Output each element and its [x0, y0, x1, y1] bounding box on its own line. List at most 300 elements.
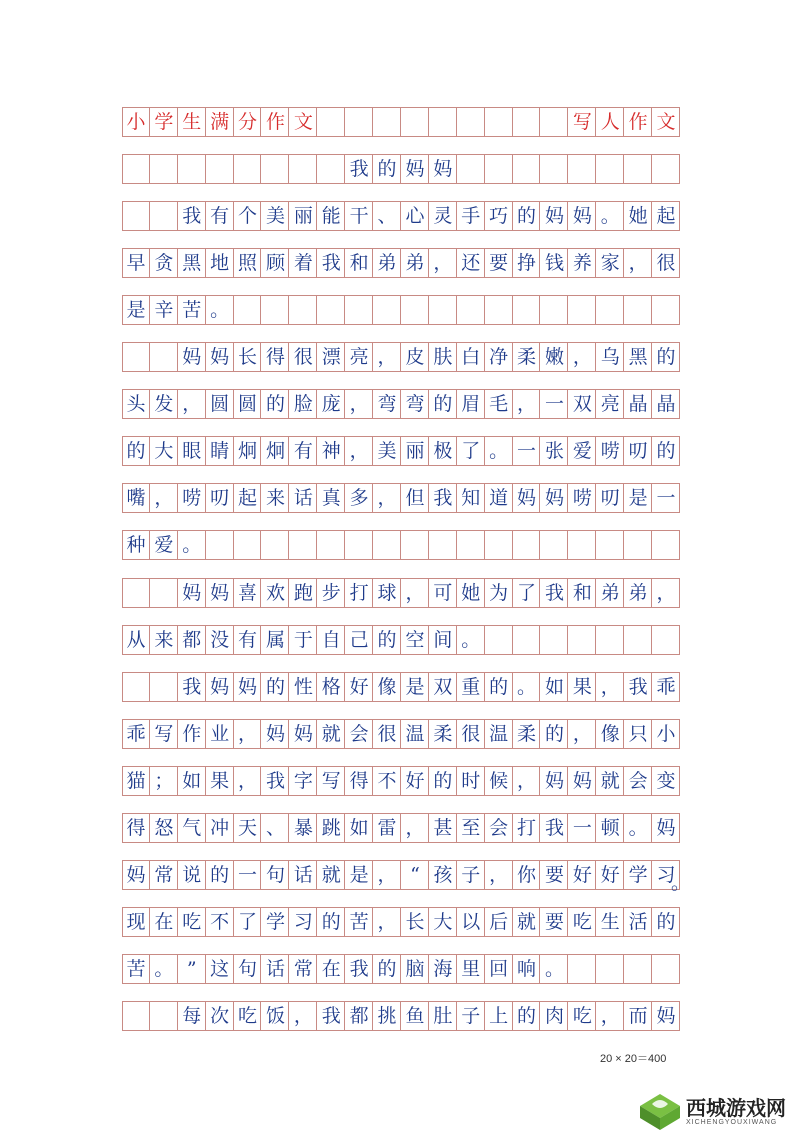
- grid-cell: [568, 155, 596, 183]
- grid-char: 弯: [377, 393, 397, 416]
- grid-char: 妈: [238, 675, 258, 698]
- grid-char: ，: [405, 816, 425, 839]
- grid-char: 大: [154, 440, 174, 463]
- grid-char: 而: [628, 1004, 648, 1027]
- grid-char: 我: [433, 487, 453, 510]
- grid-char: 挣: [517, 252, 537, 275]
- grid-char: 如: [182, 769, 202, 792]
- grid-char: ”: [186, 957, 197, 980]
- grid-char: 辛: [154, 299, 174, 322]
- grid-cell: [541, 626, 569, 654]
- grid-char: 脑: [405, 957, 425, 980]
- grid-char: 候: [489, 769, 509, 792]
- grid-cell: [541, 296, 569, 324]
- essay-line: [122, 483, 680, 513]
- grid-char: ，: [517, 769, 537, 792]
- grid-char: 字: [293, 769, 313, 792]
- grid-cell: [262, 296, 290, 324]
- grid-char: 跑: [293, 581, 313, 604]
- grid-char: 妈: [210, 675, 230, 698]
- grid-cell: [652, 155, 680, 183]
- grid-cell: [122, 155, 150, 183]
- grid-char: 钱: [544, 252, 564, 275]
- grid-char: 一: [572, 816, 592, 839]
- grid-char: ，: [489, 863, 509, 886]
- grid-char: 唠: [600, 440, 620, 463]
- grid-char: 妈: [656, 1004, 676, 1027]
- grid-char: 打: [517, 816, 537, 839]
- grid-cell: [345, 296, 373, 324]
- grid-cell: [568, 296, 596, 324]
- grid-char: 。: [489, 440, 509, 463]
- grid-char: 要: [489, 252, 509, 275]
- grid-char: 好: [405, 769, 425, 792]
- grid-char: 苦: [182, 299, 202, 322]
- grid-char: 常: [154, 863, 174, 886]
- grid-char: 活: [628, 910, 648, 933]
- grid-char: 己: [349, 628, 369, 651]
- grid-char: ，: [377, 910, 397, 933]
- grid-char: 的: [126, 440, 146, 463]
- grid-cell: [122, 343, 150, 371]
- grid-char: 弟: [600, 581, 620, 604]
- grid-char: 巧: [489, 205, 509, 228]
- grid-char: ，: [600, 1004, 620, 1027]
- grid-char: 妈: [293, 722, 313, 745]
- grid-cell: [596, 626, 624, 654]
- grid-char: 我: [182, 675, 202, 698]
- grid-char: 一: [238, 863, 258, 886]
- grid-cell: [234, 296, 262, 324]
- grid-cell: [541, 531, 569, 559]
- grid-char: 庞: [321, 393, 341, 416]
- grid-char: 温: [489, 722, 509, 745]
- grid-char: 唠: [182, 487, 202, 510]
- grid-char: 像: [377, 675, 397, 698]
- grid-cell: [401, 108, 429, 136]
- composition-grid-paper: [122, 95, 690, 1035]
- grid-char: 是: [126, 299, 146, 322]
- grid-char: 吃: [182, 910, 202, 933]
- grid-char: 很: [461, 722, 481, 745]
- grid-char: 温: [405, 722, 425, 745]
- grid-char: ，: [405, 581, 425, 604]
- grid-char: 的: [544, 722, 564, 745]
- grid-char: ，: [293, 1004, 313, 1027]
- grid-char: 。: [210, 299, 230, 322]
- grid-char: 是: [349, 863, 369, 886]
- essay-line: [122, 766, 680, 796]
- grid-cell: [652, 626, 680, 654]
- grid-char: 甚: [433, 816, 453, 839]
- essay-line: [122, 389, 680, 419]
- grid-char: 会: [489, 816, 509, 839]
- grid-char: 就: [517, 910, 537, 933]
- grid-char: 得: [265, 346, 285, 369]
- grid-cell: [429, 108, 457, 136]
- grid-char: 这: [210, 957, 230, 980]
- grid-char: 妈: [544, 769, 564, 792]
- grid-cell: [652, 531, 680, 559]
- grid-cell: [150, 1002, 178, 1030]
- grid-char: 极: [433, 440, 453, 463]
- grid-char: 暴: [293, 816, 313, 839]
- grid-char: 时: [461, 769, 481, 792]
- grid-char: 是: [628, 487, 648, 510]
- grid-char: 家: [600, 252, 620, 275]
- grid-cell: [485, 626, 513, 654]
- grid-char: 就: [321, 863, 341, 886]
- grid-char: 炯: [265, 440, 285, 463]
- grid-char: 写: [321, 769, 341, 792]
- grid-char: 就: [600, 769, 620, 792]
- grid-cell: [485, 531, 513, 559]
- grid-char: 黑: [628, 346, 648, 369]
- grid-cell: [289, 531, 317, 559]
- grid-cell: [513, 531, 541, 559]
- grid-char: 晶: [656, 393, 676, 416]
- grid-char: 我: [265, 769, 285, 792]
- grid-char: 双: [433, 675, 453, 698]
- grid-cell: [596, 531, 624, 559]
- grid-char: ，: [349, 393, 369, 416]
- grid-char: 美: [377, 440, 397, 463]
- essay-line: [122, 672, 680, 702]
- grid-char: 亮: [349, 346, 369, 369]
- grid-char: 会: [628, 769, 648, 792]
- grid-char: ，: [628, 252, 648, 275]
- grid-char: 子: [461, 863, 481, 886]
- grid-char: 。: [600, 205, 620, 228]
- grid-cell: [624, 296, 652, 324]
- grid-char: 吃: [238, 1004, 258, 1027]
- leaf-logo-icon: [638, 1092, 682, 1132]
- grid-char: 心: [405, 205, 425, 228]
- grid-char: 的: [210, 863, 230, 886]
- grid-char: 妈: [405, 158, 425, 181]
- grid-char: 苦: [349, 910, 369, 933]
- grid-char: 话: [265, 957, 285, 980]
- grid-char: 爱: [572, 440, 592, 463]
- grid-char: 的: [265, 675, 285, 698]
- grid-char: 的: [377, 158, 397, 181]
- grid-char: 。: [628, 816, 648, 839]
- grid-char: 妈: [265, 722, 285, 745]
- grid-char: 很: [377, 722, 397, 745]
- grid-char: 雷: [377, 816, 397, 839]
- grid-char: 自: [321, 628, 341, 651]
- grid-char: 。: [154, 957, 174, 980]
- grid-char: 长: [405, 910, 425, 933]
- grid-cell: [624, 531, 652, 559]
- grid-char: 丽: [293, 205, 313, 228]
- grid-char: 鱼: [405, 1004, 425, 1027]
- grid-char: 和: [572, 581, 592, 604]
- grid-char: 回: [489, 957, 509, 980]
- grid-cell: [178, 155, 206, 183]
- grid-char: 间: [433, 628, 453, 651]
- grid-cell: [234, 531, 262, 559]
- essay-line: [122, 625, 680, 655]
- grid-char: 。: [461, 628, 481, 651]
- grid-char: 漂: [321, 346, 341, 369]
- grid-char: 脸: [293, 393, 313, 416]
- grid-char: 妈: [182, 346, 202, 369]
- grid-char: 但: [405, 487, 425, 510]
- grid-char: 发: [154, 393, 174, 416]
- grid-char: 每: [182, 1004, 202, 1027]
- grid-char: 、: [265, 816, 285, 839]
- grid-cell: [596, 155, 624, 183]
- grid-char: 的: [433, 769, 453, 792]
- grid-char: 常: [293, 957, 313, 980]
- grid-char: 眼: [182, 440, 202, 463]
- grid-cell: [541, 108, 569, 136]
- essay-line: [122, 1001, 680, 1031]
- grid-char: 得: [126, 816, 146, 839]
- grid-char: 生: [182, 111, 202, 133]
- grid-cell: [513, 155, 541, 183]
- grid-char: 得: [349, 769, 369, 792]
- grid-char: 手: [461, 205, 481, 228]
- grid-char: 美: [265, 205, 285, 228]
- grid-char: ，: [238, 769, 258, 792]
- grid-cell: [457, 155, 485, 183]
- grid-char: 了: [461, 440, 481, 463]
- grid-char: 的: [517, 205, 537, 228]
- grid-char: 长: [238, 346, 258, 369]
- grid-char: 作: [182, 722, 202, 745]
- grid-char: 生: [600, 910, 620, 933]
- grid-char: 说: [182, 863, 202, 886]
- grid-cell: [206, 531, 234, 559]
- grid-char: ，: [349, 440, 369, 463]
- grid-char: 了: [517, 581, 537, 604]
- grid-char: 的: [321, 910, 341, 933]
- grid-cell: [429, 531, 457, 559]
- grid-char: 她: [461, 581, 481, 604]
- grid-char: 不: [210, 910, 230, 933]
- grid-char: 性: [293, 675, 313, 698]
- grid-char: 乖: [126, 722, 146, 745]
- grid-cell: [373, 108, 401, 136]
- grid-char: 喜: [238, 581, 258, 604]
- grid-char: 海: [433, 957, 453, 980]
- grid-cell: [289, 296, 317, 324]
- grid-char: 球: [377, 581, 397, 604]
- grid-char: 欢: [265, 581, 285, 604]
- watermark-title: 西城游戏网: [686, 1096, 786, 1120]
- grid-char: 作: [628, 111, 648, 133]
- watermark-subtitle: XICHENGYOUXIWANG: [686, 1119, 778, 1126]
- grid-char: 头: [126, 393, 146, 416]
- grid-cell: [513, 296, 541, 324]
- essay-line: [122, 248, 680, 278]
- grid-char: 弟: [405, 252, 425, 275]
- grid-char: 我: [349, 957, 369, 980]
- grid-char: 空: [405, 628, 425, 651]
- grid-char: 妈: [572, 769, 592, 792]
- grid-char: 顿: [600, 816, 620, 839]
- grid-char: 的: [656, 346, 676, 369]
- essay-line: [122, 813, 680, 843]
- grid-char: 现: [126, 910, 146, 933]
- grid-char: 皮: [405, 346, 425, 369]
- grid-cell: [457, 296, 485, 324]
- grid-char: 的: [517, 1004, 537, 1027]
- grid-char: 猫: [126, 769, 146, 792]
- grid-char: 张: [544, 440, 564, 463]
- grid-cell: [652, 296, 680, 324]
- grid-cell: [485, 296, 513, 324]
- grid-char: 我: [182, 205, 202, 228]
- grid-char: 在: [154, 910, 174, 933]
- grid-char: 干: [349, 205, 369, 228]
- grid-char: 很: [656, 252, 676, 275]
- grid-char: 亮: [600, 393, 620, 416]
- grid-char: 叨: [600, 487, 620, 510]
- grid-char: 苦: [126, 957, 146, 980]
- grid-char: 于: [293, 628, 313, 651]
- grid-char: 肤: [433, 346, 453, 369]
- grid-char: 乖: [656, 675, 676, 698]
- grid-char: 柔: [433, 722, 453, 745]
- grid-char: 和: [349, 252, 369, 275]
- grid-char: 没: [210, 628, 230, 651]
- grid-char: 炯: [238, 440, 258, 463]
- grid-char: 早: [126, 252, 146, 275]
- grid-cell: [150, 343, 178, 371]
- grid-char: 妈: [572, 205, 592, 228]
- grid-char: 打: [349, 581, 369, 604]
- grid-char: 好: [572, 863, 592, 886]
- grid-char: 真: [321, 487, 341, 510]
- grid-char: 妈: [210, 346, 230, 369]
- grid-char: 的: [489, 675, 509, 698]
- grid-char: 是: [405, 675, 425, 698]
- grid-char: 有: [210, 205, 230, 228]
- grid-char: 妈: [433, 158, 453, 181]
- grid-char: 妈: [544, 487, 564, 510]
- grid-char: 晶: [628, 393, 648, 416]
- essay-line: [122, 719, 680, 749]
- grid-cell: [150, 673, 178, 701]
- grid-cell: [624, 955, 652, 983]
- grid-char: 分: [238, 111, 258, 133]
- grid-char: 学: [265, 910, 285, 933]
- grid-char: 一: [656, 487, 676, 510]
- grid-char: 我: [544, 816, 564, 839]
- grid-cell: [317, 108, 345, 136]
- grid-char: 能: [321, 205, 341, 228]
- grid-cell: [234, 155, 262, 183]
- grid-char: 为: [489, 581, 509, 604]
- grid-cell: [624, 155, 652, 183]
- grid-char: 人: [600, 111, 620, 133]
- grid-char: 养: [572, 252, 592, 275]
- grid-char: 习: [656, 863, 676, 886]
- essay-line: [122, 578, 680, 608]
- grid-char: 写: [572, 111, 592, 133]
- grid-char: 次: [210, 1004, 230, 1027]
- grid-char: 里: [461, 957, 481, 980]
- grid-cell: [345, 531, 373, 559]
- grid-cell: [317, 296, 345, 324]
- grid-char: 妈: [544, 205, 564, 228]
- grid-char: 很: [293, 346, 313, 369]
- grid-char: 都: [182, 628, 202, 651]
- grid-cell: [652, 955, 680, 983]
- grid-char: 毛: [489, 393, 509, 416]
- grid-char: 你: [517, 863, 537, 886]
- essay-line: [122, 201, 680, 231]
- grid-char: 种: [126, 534, 146, 557]
- grid-char: 妈: [182, 581, 202, 604]
- watermark: [636, 1092, 800, 1133]
- grid-cell: [541, 155, 569, 183]
- grid-char: 贪: [154, 252, 174, 275]
- grid-char: ，: [377, 346, 397, 369]
- grid-char: 妈: [126, 863, 146, 886]
- grid-char: 多: [349, 487, 369, 510]
- grid-cell: [317, 155, 345, 183]
- grid-cell: [401, 531, 429, 559]
- essay-line: [122, 295, 680, 325]
- grid-char: 要: [544, 863, 564, 886]
- grid-char: ，: [433, 252, 453, 275]
- grid-char: 句: [238, 957, 258, 980]
- grid-cell: [457, 108, 485, 136]
- grid-char: 学: [154, 111, 174, 133]
- grid-char: 起: [238, 487, 258, 510]
- grid-cell: [122, 1002, 150, 1030]
- grid-char: 照: [238, 252, 258, 275]
- overflow-punctuation: 。: [670, 871, 690, 894]
- grid-char: 圆: [210, 393, 230, 416]
- grid-char: 灵: [433, 205, 453, 228]
- grid-char: 妈: [517, 487, 537, 510]
- essay-line: [122, 954, 680, 984]
- grid-char: 。: [182, 534, 202, 557]
- grid-cell: [457, 531, 485, 559]
- grid-cell: [568, 531, 596, 559]
- grid-char: 挑: [377, 1004, 397, 1027]
- grid-char: 叨: [210, 487, 230, 510]
- grid-char: 着: [293, 252, 313, 275]
- grid-char: 道: [489, 487, 509, 510]
- grid-char: 跳: [321, 816, 341, 839]
- grid-char: 我: [544, 581, 564, 604]
- grid-char: 我: [321, 1004, 341, 1027]
- grid-cell: [150, 155, 178, 183]
- grid-cell: [317, 531, 345, 559]
- grid-cell: [122, 579, 150, 607]
- grid-char: 净: [489, 346, 509, 369]
- grid-char: 黑: [182, 252, 202, 275]
- grid-char: 的: [265, 393, 285, 416]
- grid-char: 满: [210, 111, 230, 133]
- grid-char: 话: [293, 863, 313, 886]
- grid-char: 一: [517, 440, 537, 463]
- grid-char: 学: [628, 863, 648, 886]
- grid-char: ，: [572, 722, 592, 745]
- grid-cell: [150, 579, 178, 607]
- grid-char: 弟: [377, 252, 397, 275]
- grid-cell: [485, 155, 513, 183]
- essay-title-row: [122, 154, 680, 184]
- grid-char: 属: [265, 628, 285, 651]
- grid-cell: [150, 202, 178, 230]
